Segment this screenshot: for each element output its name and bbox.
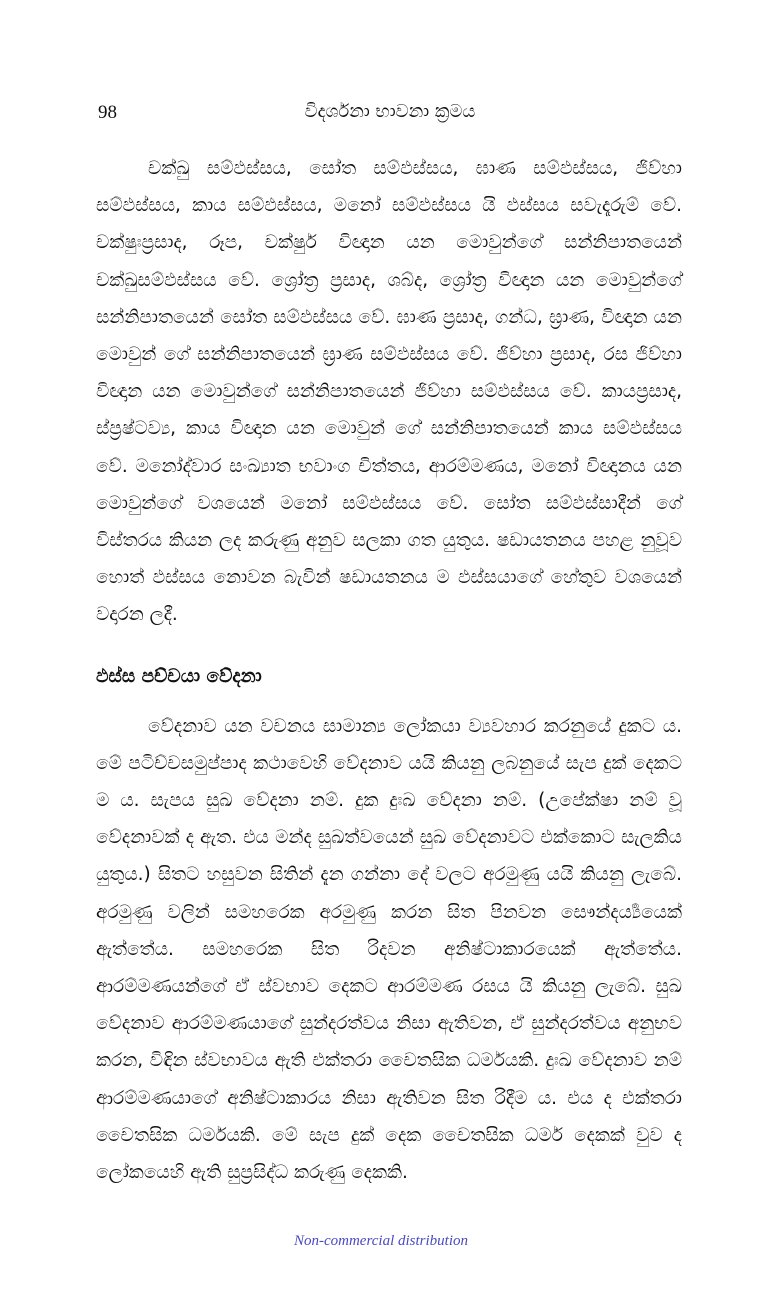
paragraph-phassa: චක්ඛු සම්ඵස්සය, සෝත සම්ඵස්සය, ඝාණ සම්ඵස්සය, ජිව්හා සම්ඵස්සය, කාය සම්ඵස්සය, මනෝ සම්ඵස්සය යි ඵස්සය සවැදෑරුම් වේ. චක්ෂුඃප්‍රසාද, රූප, චක්ෂුර් විඥාන යන මොවුන්ගේ සන්නිපාතයෙන් චක්ඛුසම්ඵස්සය වේ. ශ්‍රෝත්‍ර ප්‍රසාද, ශබ්ද, ශ්‍රෝත්‍ර විඥාන යන මොවුන්ගේ සන්නිපාතයෙන් සෝත සම්ඵස්සය වේ. ඝාණ ප්‍රසාද, ගන්ධ, ඝ්‍රාණ, විඥාන යන මොවුන් ගේ සන්නිපාතයෙන් ඝ්‍රාණ සම්ඵස්සය වේ. ජිව්හා ප්‍රසාද, රස ජිව්හා විඥාන යන මොවුන්ගේ සන්නිපාතයෙන් ජිව්හා සම්ඵස්සය වේ. කායප්‍රසාද, ස්ප්‍රෂ්ටව්‍ය, කාය විඥාන යන මොවුන් ගේ සන්නිපාතයෙන් කාය සම්ඵස්සය වේ. මනෝද්වාර සංඛ්‍යාත භවාංග චිත්තය, ආරම්මණය, මනෝ විඥානය යන මොවුන්ගේ වශයෙන් මනෝ සම්ඵස්සය වේ. සෝත සම්ඵස්සාදීන් ගේ විස්තරය කියන ලද කරුණු අනුව සලකා ගත යුතුය. ෂඩායතනය පහළ නුවූව හොත් ඵස්සය නොවන බැවින් ෂඩායතනය ම ඵස්සයාගේ හේතුව වශයෙන් වදාරන ලදී. (96, 158, 682, 626)
running-title: විදර්ශනා භාවනා ක්‍රමය (304, 101, 476, 122)
paragraph-vedana: වේදනාව යන වචනය සාමාන්‍ය ලෝකයා ව්‍යවහාර කරනුයේ දුකට ය. මේ පටිච්චසමුප්පාද කථාවෙහි වේදනාව යයි කියනු ලබනුයේ සැප දුක් දෙකට ම ය. සැපය සුඛ වේදනා නම්. දුක දුඃඛ වේදනා නම්. (උපේක්ෂා නම් වූ වේදනාවක් ද ඇත. එය මන්ද සුඛත්වයෙන් සුඛ වේදනාවට එක්කොට සැලකිය යුතුය.) සිතට හසුවන සිතින් දැන ගන්නා දේ වලට අරමුණු යයි කියනු ලැබේ. අරමුණු වලින් සමහරෙක අරමුණු කරන සිත පිනවන සෞන්දර්‍ය්‍යයෙක් ඇත්තේය. සමහරෙක සිත රිදවන අනිෂ්ටාකාරයෙක් ඇත්තේය. ආරම්මණයන්ගේ ඒ ස්වභාව දෙකට ආරම්මණ රසය යි කියනු ලැබේ. සුඛ වේදනාව ආරම්මණයාගේ සුන්දරත්වය නිසා ඇතිවන, ඒ සුන්දරත්වය අනුභව කරන, විඳින ස්වභාවය ඇති එක්තරා චෛතසික ධර්මයකි. දුඃඛ වේදනාව නම් ආරම්මණයාගේ අනිෂ්ටාකාරය නිසා ඇතිවන සිත රිදීම ය. එය ද එක්තරා චෛතසික ධර්මයකි. මේ සැප දුක් දෙක චෛතසික ධර්ම දෙකක් වුව ද ලෝකයෙහි ඇති සුප්‍රසිද්ධ කරුණු දෙකකි. (96, 715, 682, 1184)
page-header (0, 0, 762, 150)
footer-watermark: Non-commercial distribution (293, 1233, 469, 1250)
section-heading: ඵස්ස පච්චයා වේදනා (96, 665, 262, 687)
body-text (96, 150, 682, 1191)
page-number: 98 (98, 102, 117, 123)
